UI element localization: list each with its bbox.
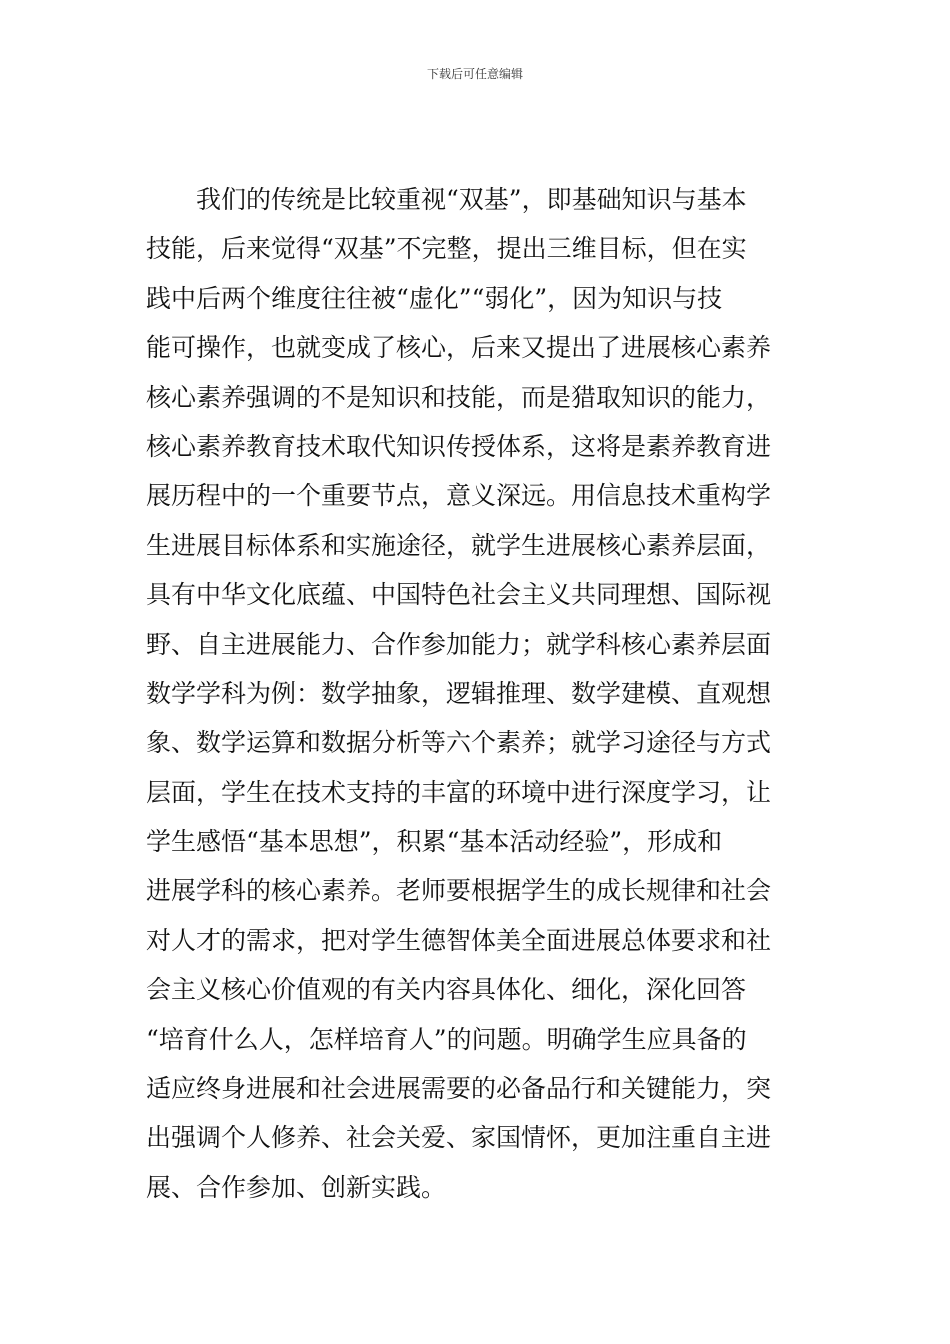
paragraph-line: 适应终身进展和社会进展需要的必备品行和关键能力，突 (146, 1074, 772, 1104)
paragraph-line: 进展学科的核心素养。老师要根据学生的成长规律和社会 (146, 876, 772, 906)
paragraph-line: 层面，学生在技术支持的丰富的环境中进行深度学习，让 (146, 777, 772, 807)
body-paragraph (146, 175, 810, 1212)
paragraph-line: 出强调个人修养、社会关爱、家国情怀，更加注重自主进 (146, 1123, 772, 1153)
paragraph-line: 学生感悟“基本思想”，积累“基本活动经验”，形成和 (146, 827, 723, 857)
page-header: 下载后可任意编辑 (426, 67, 523, 81)
paragraph-line: 具有中华文化底蕴、中国特色社会主义共同理想、国际视 (146, 580, 772, 610)
paragraph-line: 践中后两个维度往往被“虚化”“弱化”，因为知识与技 (146, 283, 723, 313)
paragraph-line: “培育什么人，怎样培育人”的问题。明确学生应具备的 (146, 1024, 747, 1054)
paragraph-line: 能可操作，也就变成了核心，后来又提出了进展核心素养 (146, 333, 772, 363)
paragraph-line: 展历程中的一个重要节点，意义深远。用信息技术重构学 (146, 481, 772, 511)
paragraph-line: 对人才的需求，把对学生德智体美全面进展总体要求和社 (146, 925, 772, 955)
paragraph-line: 生进展目标体系和实施途径，就学生进展核心素养层面， (146, 530, 772, 560)
paragraph-line: 数学学科为例：数学抽象，逻辑推理、数学建模、直观想 (146, 678, 772, 708)
paragraph-line: 展、合作参加、创新实践。 (146, 1172, 447, 1202)
paragraph-line: 我们的传统是比较重视“双基”，即基础知识与基本 (196, 185, 747, 214)
paragraph-line: 核心素养教育技术取代知识传授体系，这将是素养教育进 (146, 431, 772, 461)
paragraph-line: 会主义核心价值观的有关内容具体化、细化，深化回答 (146, 975, 747, 1005)
paragraph-line: 核心素养强调的不是知识和技能，而是猎取知识的能力， (146, 382, 772, 412)
paragraph-line: 野、自主进展能力、合作参加能力；就学科核心素养层面 (146, 629, 772, 659)
paragraph-line: 象、数学运算和数据分析等六个素养；就学习途径与方式 (146, 728, 772, 758)
paragraph-line: 技能，后来觉得“双基”不完整，提出三维目标，但在实 (146, 234, 747, 264)
